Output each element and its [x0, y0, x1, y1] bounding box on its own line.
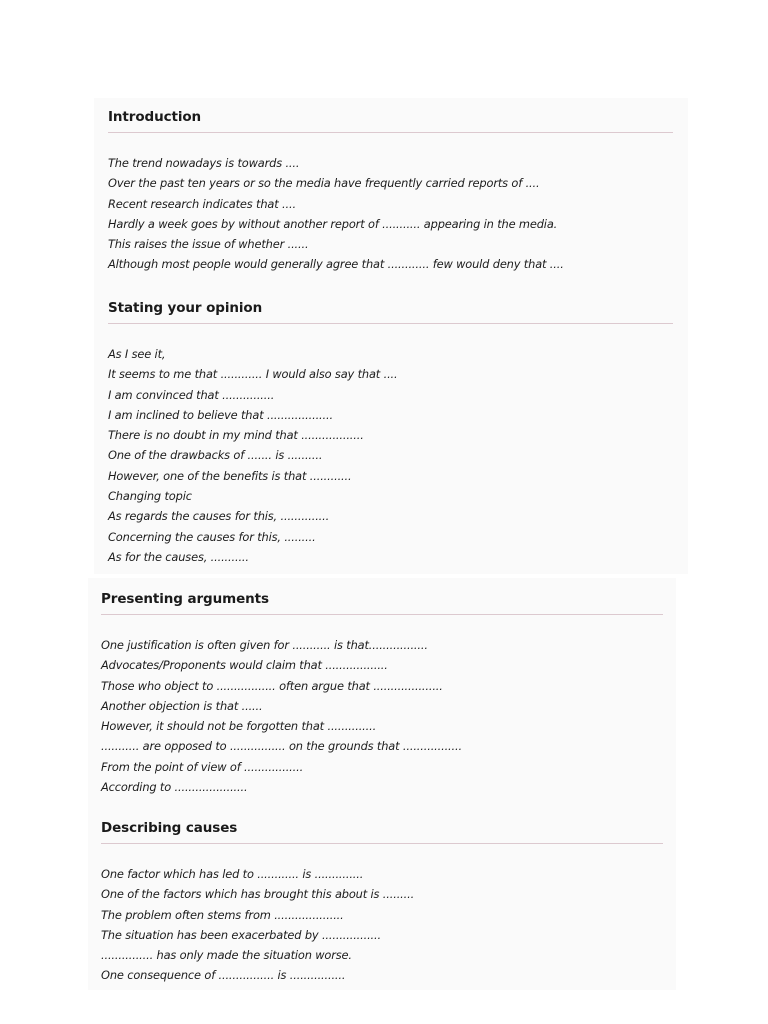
section-describing-causes	[101, 819, 663, 986]
section-stating-opinion	[108, 299, 673, 567]
phrase-line: Over the past ten years or so the media have frequently carried reports of ....	[108, 176, 540, 191]
section-divider	[108, 323, 673, 324]
section-heading: Presenting arguments	[101, 591, 269, 607]
phrase-line: However, it should not be forgotten that ..............	[101, 719, 377, 734]
phrase-line: From the point of view of .................	[101, 759, 304, 774]
phrase-list	[108, 344, 673, 567]
phrase-list	[101, 635, 663, 797]
section-heading: Stating your opinion	[108, 300, 263, 316]
phrase-line: One of the factors which has brought this about is .........	[101, 887, 415, 902]
phrase-line: Hardly a week goes by without another report of ........... appearing in the media.	[108, 216, 558, 231]
phrase-line: Advocates/Proponents would claim that ..................	[101, 658, 388, 673]
phrase-line: ............... has only made the situation worse.	[101, 948, 352, 963]
phrase-line: However, one of the benefits is that ............	[108, 468, 352, 483]
section-divider	[101, 843, 663, 844]
section-divider	[108, 132, 673, 133]
phrase-line: One factor which has led to ............ is ..............	[101, 867, 364, 881]
phrase-line: Another objection is that ......	[101, 698, 263, 713]
phrase-list	[108, 153, 673, 275]
phrase-line: As regards the causes for this, ..............	[108, 509, 330, 524]
phrase-line: The problem often stems from ....................	[101, 907, 344, 922]
phrase-line: The trend nowadays is towards ....	[108, 156, 300, 170]
phrase-line: According to .....................	[101, 780, 248, 795]
phrase-line: Although most people would generally agree that ............ few would deny that ....	[108, 257, 564, 272]
phrase-line: ........... are opposed to ................ on the grounds that .................	[101, 739, 462, 754]
section-introduction	[108, 108, 673, 275]
phrase-line: As I see it,	[108, 347, 166, 361]
phrase-line: The situation has been exacerbated by .................	[101, 927, 381, 942]
section-divider	[101, 614, 663, 615]
phrase-line: Concerning the causes for this, .........	[108, 529, 316, 544]
phrase-line: Recent research indicates that ....	[108, 196, 296, 211]
phrase-line: One consequence of ................ is ................	[101, 968, 346, 983]
section-heading: Describing causes	[101, 820, 238, 836]
phrase-list	[101, 864, 663, 986]
phrase-line: There is no doubt in my mind that ..................	[108, 428, 364, 443]
phrase-line: One justification is often given for ........... is that.................	[101, 638, 428, 652]
phrase-line: This raises the issue of whether ......	[108, 237, 309, 252]
phrase-line: It seems to me that ............ I would also say that ....	[108, 367, 398, 382]
phrase-line: One of the drawbacks of ....... is ..........	[108, 448, 323, 463]
phrase-line: As for the causes, ...........	[108, 549, 249, 564]
section-presenting-arguments	[101, 590, 663, 797]
section-heading: Introduction	[108, 109, 202, 125]
phrase-line: I am convinced that ...............	[108, 387, 275, 402]
phrase-line: I am inclined to believe that ...................	[108, 407, 333, 422]
phrase-line: Changing topic	[108, 489, 192, 504]
phrase-line: Those who object to ................. often argue that ....................	[101, 678, 443, 693]
